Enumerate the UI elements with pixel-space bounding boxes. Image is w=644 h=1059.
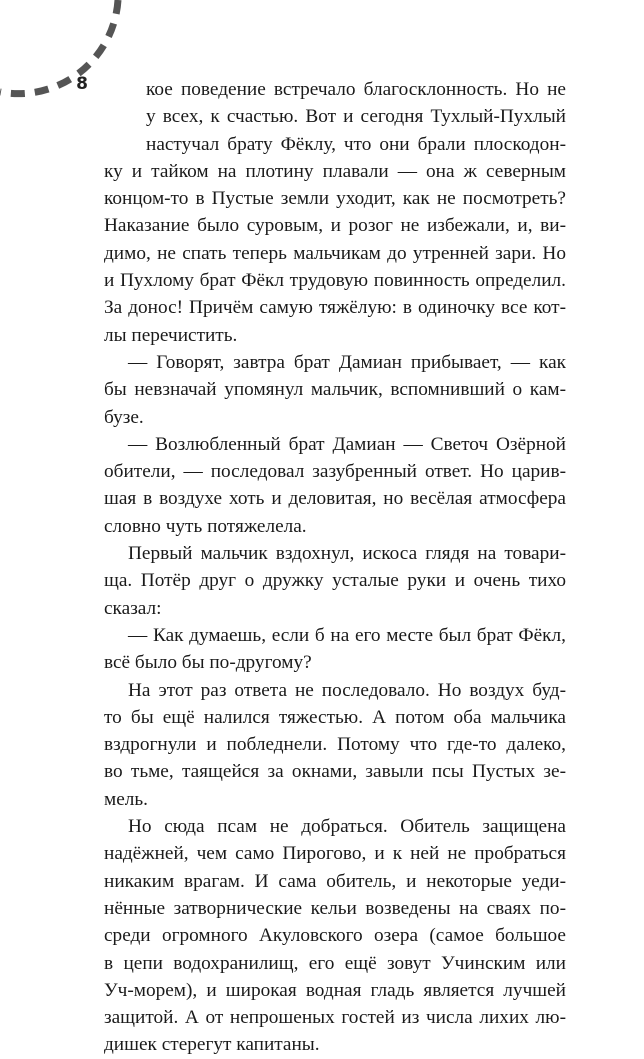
text-line: — Как думаешь, если б на его месте был брат Фёкл, [128,624,566,646]
page-number: 8 [76,74,88,94]
text-line: ща. Потёр друг о дружку усталые руки и очень тихо [104,570,566,592]
text-line: Первый мальчик вздохнул, искоса глядя на товари- [128,543,566,565]
text-line: шая в воздухе хоть и деловитая, но весёлая атмосфера [104,488,566,510]
text-line: во тьме, таящейся за окнами, завыли псы Пустых зе- [104,761,566,783]
text-line: сказал: [104,597,162,619]
text-line: лы перечистить. [104,324,238,346]
text-line: защитой. А от непрошеных гостей из числа лихих лю- [104,1007,566,1029]
text-line: и Пухлому брат Фёкл трудовую повинность определил. [104,270,566,292]
text-line: никаким врагам. И сама обитель, и некоторые уеди- [104,870,566,892]
text-line: Но сюда псам не добраться. Обитель защищена [128,816,566,838]
text-line: словно чуть потяжелела. [104,515,307,537]
text-line: Уч-морем), и широкая водная гладь является лучшей [104,979,566,1001]
text-line: надёжней, чем само Пирогово, и к ней не пробраться [104,843,566,865]
text-line: ку и тайком на плотину плавали — она ж северным [104,160,566,182]
text-line: мель. [104,788,148,810]
text-line: бузе. [104,406,144,428]
text-line: среди огромного Акуловского озера (самое большое [104,925,566,947]
text-line: вздрогнули и побледнели. Потому что где-то далеко, [104,734,566,756]
dashed-arc [0,0,118,94]
text-line: в цепи водохранилищ, его ещё зовут Учинским или [104,952,566,974]
text-line: димо, не спать теперь мальчикам до утренней зари. Но [104,242,566,264]
body-text [104,76,566,1059]
text-line: Наказание было суровым, и розог не избежали, и, ви- [104,215,566,237]
text-line: обители, — последовал зазубренный ответ. Но царив- [104,461,566,483]
text-line: На этот раз ответа не последовало. Но воздух буд- [128,679,566,701]
text-line: концом-то в Пустые земли уходит, как не посмотреть? [104,188,566,210]
text-line: За донос! Причём самую тяжёлую: в одиночку все кот- [104,297,566,319]
text-line: у всех, к счастью. Вот и сегодня Тухлый-Пухлый [146,106,566,128]
text-line: — Говорят, завтра брат Дамиан прибывает, — как [128,351,566,373]
text-line: то бы ещё налился тяжестью. А потом оба мальчика [104,706,566,728]
text-line: дишек стерегут капитаны. [104,1034,320,1056]
text-line: нённые затворнические кельи возведены на сваях по- [104,897,566,919]
text-line: бы невзначай упомянул мальчик, вспомнивший о кам- [104,379,566,401]
text-line: всё было бы по-другому? [104,652,312,674]
text-line: кое поведение встречало благосклонность. Но не [146,79,566,100]
text-line: — Возлюбленный брат Дамиан — Светоч Озёрной [128,433,566,455]
text-line: настучал брату Фёклу, что они брали плоскодон- [146,133,566,155]
